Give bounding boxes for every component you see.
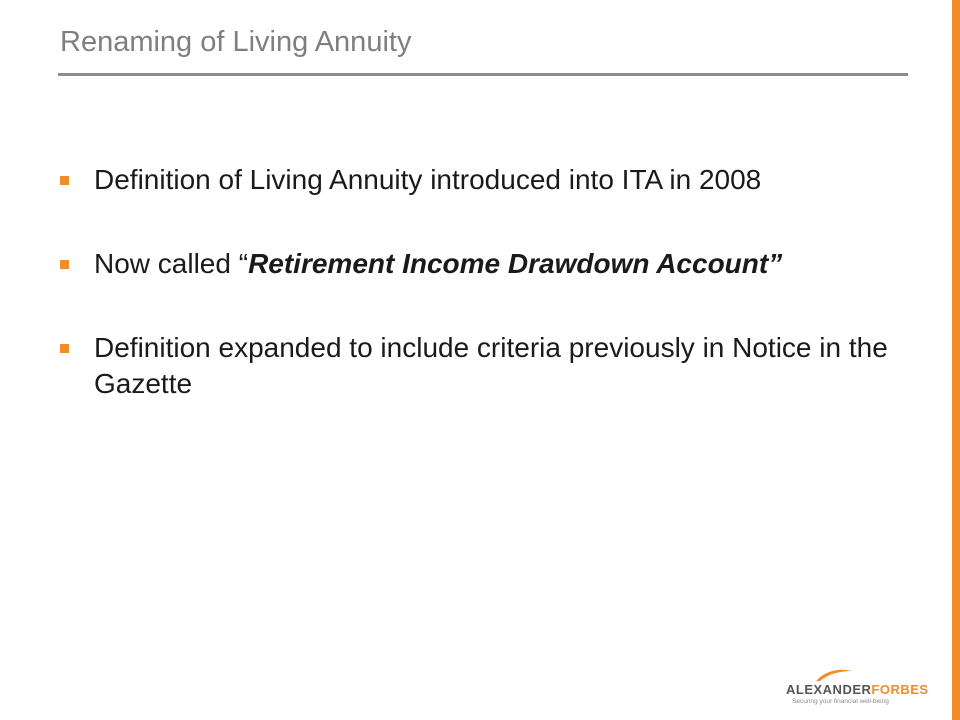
bullet-item	[60, 330, 890, 402]
bullet-item	[60, 162, 890, 198]
orange-square-bullet-icon	[60, 176, 69, 185]
logo-tagline: Securing your financial well-being	[792, 698, 889, 705]
bullet-text: Definition of Living Annuity introduced into ITA in 2008	[94, 164, 762, 195]
logo-wordmark	[786, 682, 929, 697]
bullet-text-prefix: Now called “	[94, 248, 249, 279]
right-accent-bar	[952, 0, 960, 720]
logo-name-part2: FORBES	[871, 682, 929, 697]
logo-name-part1: ALEXANDER	[786, 682, 872, 697]
bullet-list	[60, 162, 890, 450]
company-logo	[786, 668, 929, 708]
bullet-text: Definition expanded to include criteria previously in Notice in the Gazette	[94, 332, 888, 399]
title-divider	[58, 73, 908, 76]
bullet-emphasis-text: Retirement Income Drawdown Account”	[248, 248, 783, 279]
orange-swoosh-icon	[814, 668, 854, 682]
bullet-item	[60, 246, 890, 282]
orange-square-bullet-icon	[60, 260, 69, 269]
slide-title: Renaming of Living Annuity	[60, 26, 412, 58]
orange-square-bullet-icon	[60, 344, 69, 353]
